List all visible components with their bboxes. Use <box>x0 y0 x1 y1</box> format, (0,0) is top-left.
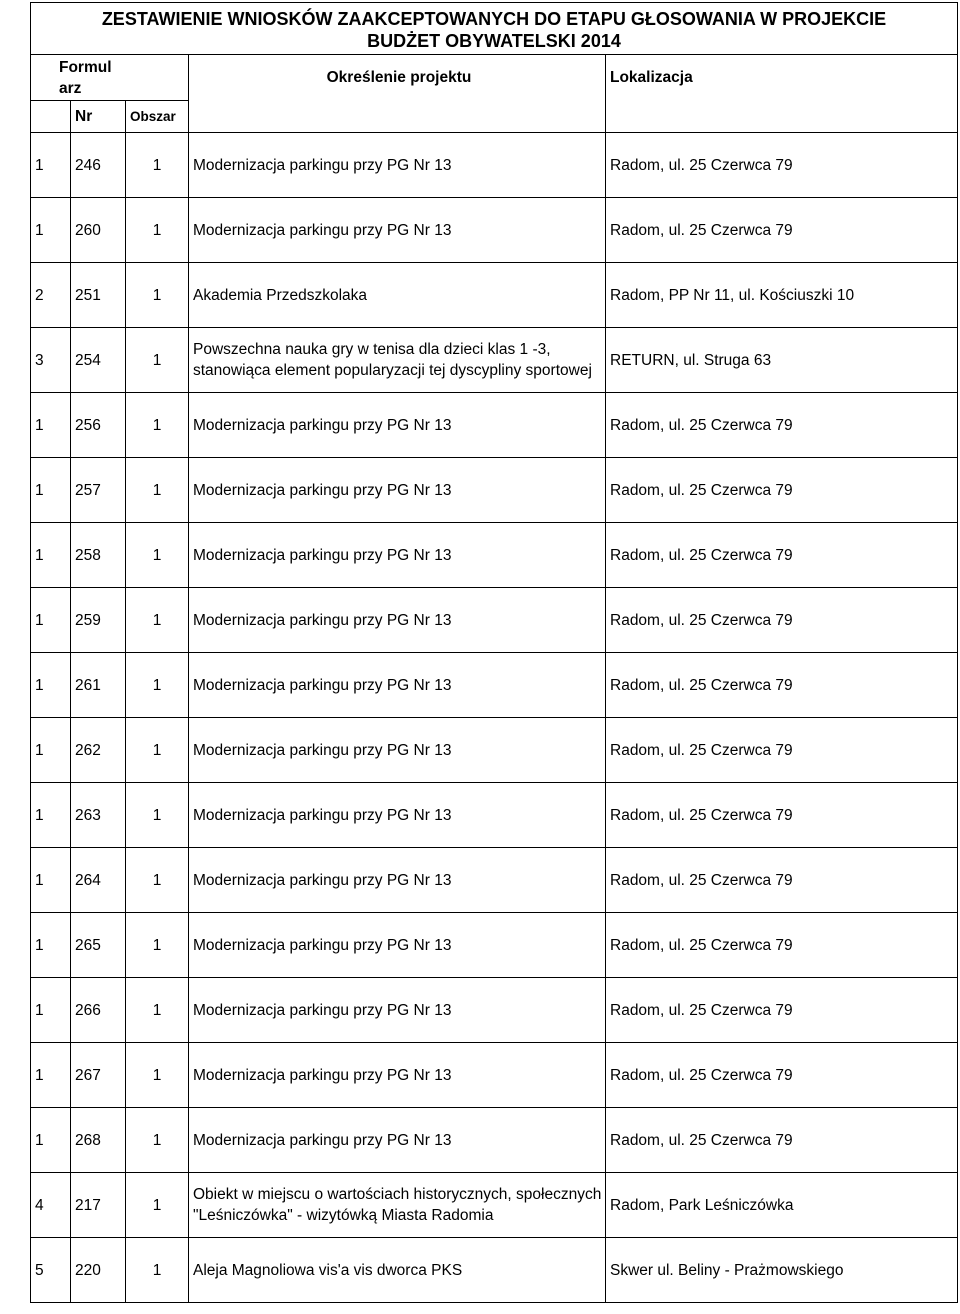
table-row <box>31 588 958 653</box>
cell-form: 1 <box>126 913 189 978</box>
header-formularz-line2: arz <box>59 79 82 97</box>
cell-projekt: Modernizacja parkingu przy PG Nr 13 <box>189 1108 606 1173</box>
cell-nr: 261 <box>71 653 126 718</box>
cell-nr: 266 <box>71 978 126 1043</box>
cell-form: 1 <box>126 1108 189 1173</box>
table-row <box>31 653 958 718</box>
table-row <box>31 848 958 913</box>
cell-obszar: 1 <box>31 1108 71 1173</box>
cell-projekt: Modernizacja parkingu przy PG Nr 13 <box>189 978 606 1043</box>
cell-form: 1 <box>126 978 189 1043</box>
cell-nr: 260 <box>71 198 126 263</box>
cell-form: 1 <box>126 1043 189 1108</box>
cell-projekt: Powszechna nauka gry w tenisa dla dzieci klas 1 -3, stanowiąca element popularyzacji tej dyscypliny sportowej <box>189 328 606 393</box>
cell-obszar: 1 <box>31 783 71 848</box>
cell-form: 1 <box>126 848 189 913</box>
cell-form: 1 <box>126 588 189 653</box>
cell-projekt: Modernizacja parkingu przy PG Nr 13 <box>189 783 606 848</box>
table-row <box>31 978 958 1043</box>
cell-form: 1 <box>126 263 189 328</box>
table-row <box>31 1108 958 1173</box>
cell-obszar: 1 <box>31 133 71 198</box>
cell-nr: 259 <box>71 588 126 653</box>
cell-projekt: Obiekt w miejscu o wartościach historycznych, społecznych "Leśniczówka" - wizytówką Miasta Radomia <box>189 1173 606 1238</box>
cell-lokalizacja: Radom, ul. 25 Czerwca 79 <box>606 523 958 588</box>
cell-lokalizacja: Radom, ul. 25 Czerwca 79 <box>606 978 958 1043</box>
cell-lokalizacja: Radom, ul. 25 Czerwca 79 <box>606 783 958 848</box>
cell-lokalizacja: Radom, ul. 25 Czerwca 79 <box>606 198 958 263</box>
cell-obszar: 1 <box>31 913 71 978</box>
cell-projekt: Modernizacja parkingu przy PG Nr 13 <box>189 393 606 458</box>
cell-form: 1 <box>126 1238 189 1303</box>
table-row <box>31 1043 958 1108</box>
cell-form: 1 <box>126 198 189 263</box>
cell-nr: 256 <box>71 393 126 458</box>
header-formularz <box>31 55 189 101</box>
cell-projekt: Akademia Przedszkolaka <box>189 263 606 328</box>
cell-projekt: Modernizacja parkingu przy PG Nr 13 <box>189 458 606 523</box>
cell-lokalizacja: Skwer ul. Beliny - Prażmowskiego <box>606 1238 958 1303</box>
cell-projekt: Modernizacja parkingu przy PG Nr 13 <box>189 588 606 653</box>
cell-nr: 262 <box>71 718 126 783</box>
cell-lokalizacja: Radom, ul. 25 Czerwca 79 <box>606 588 958 653</box>
cell-obszar: 3 <box>31 328 71 393</box>
cell-lokalizacja: RETURN, ul. Struga 63 <box>606 328 958 393</box>
title-row <box>31 3 958 55</box>
cell-lokalizacja: Radom, ul. 25 Czerwca 79 <box>606 133 958 198</box>
header-row-1 <box>31 55 958 101</box>
table-row <box>31 458 958 523</box>
cell-nr: 268 <box>71 1108 126 1173</box>
cell-form: 1 <box>126 523 189 588</box>
cell-obszar: 1 <box>31 1043 71 1108</box>
header-lokalizacja: Lokalizacja <box>606 55 958 133</box>
table-row <box>31 263 958 328</box>
table-row <box>31 718 958 783</box>
cell-lokalizacja: Radom, ul. 25 Czerwca 79 <box>606 458 958 523</box>
cell-nr: 258 <box>71 523 126 588</box>
cell-obszar: 5 <box>31 1238 71 1303</box>
cell-obszar: 1 <box>31 198 71 263</box>
cell-nr: 251 <box>71 263 126 328</box>
title-line-2: BUDŻET OBYWATELSKI 2014 <box>367 30 621 51</box>
cell-obszar: 1 <box>31 523 71 588</box>
document-title <box>31 3 958 55</box>
cell-nr: 267 <box>71 1043 126 1108</box>
cell-lokalizacja: Radom, ul. 25 Czerwca 79 <box>606 1108 958 1173</box>
cell-lokalizacja: Radom, ul. 25 Czerwca 79 <box>606 718 958 783</box>
cell-nr: 265 <box>71 913 126 978</box>
cell-lokalizacja: Radom, ul. 25 Czerwca 79 <box>606 1043 958 1108</box>
cell-form: 1 <box>126 133 189 198</box>
cell-projekt: Modernizacja parkingu przy PG Nr 13 <box>189 718 606 783</box>
cell-projekt: Modernizacja parkingu przy PG Nr 13 <box>189 653 606 718</box>
cell-lokalizacja: Radom, Park Leśniczówka <box>606 1173 958 1238</box>
cell-lokalizacja: Radom, ul. 25 Czerwca 79 <box>606 848 958 913</box>
cell-projekt: Modernizacja parkingu przy PG Nr 13 <box>189 913 606 978</box>
header-obszar: Obszar <box>126 101 189 133</box>
cell-projekt: Modernizacja parkingu przy PG Nr 13 <box>189 198 606 263</box>
cell-obszar: 1 <box>31 458 71 523</box>
title-line-1: ZESTAWIENIE WNIOSKÓW ZAAKCEPTOWANYCH DO ETAPU GŁOSOWANIA W PROJEKCIE <box>101 8 887 29</box>
table-row <box>31 198 958 263</box>
cell-lokalizacja: Radom, ul. 25 Czerwca 79 <box>606 653 958 718</box>
cell-obszar: 4 <box>31 1173 71 1238</box>
cell-obszar: 1 <box>31 718 71 783</box>
table-row <box>31 1238 958 1303</box>
cell-projekt: Aleja Magnoliowa vis'a vis dworca PKS <box>189 1238 606 1303</box>
cell-projekt: Modernizacja parkingu przy PG Nr 13 <box>189 848 606 913</box>
cell-form: 1 <box>126 328 189 393</box>
projects-table <box>30 2 958 1303</box>
cell-nr: 246 <box>71 133 126 198</box>
cell-form: 1 <box>126 1173 189 1238</box>
cell-obszar: 1 <box>31 588 71 653</box>
cell-form: 1 <box>126 653 189 718</box>
cell-nr: 264 <box>71 848 126 913</box>
table-row <box>31 523 958 588</box>
cell-obszar: 2 <box>31 263 71 328</box>
header-formularz-line1: Formul <box>59 58 112 76</box>
cell-obszar: 1 <box>31 393 71 458</box>
cell-nr: 254 <box>71 328 126 393</box>
table-row <box>31 133 958 198</box>
cell-projekt: Modernizacja parkingu przy PG Nr 13 <box>189 523 606 588</box>
table-row <box>31 1173 958 1238</box>
cell-form: 1 <box>126 783 189 848</box>
cell-nr: 217 <box>71 1173 126 1238</box>
header-obszar-blank <box>31 101 71 133</box>
header-okreslenie: Określenie projektu <box>189 55 606 133</box>
table-row <box>31 783 958 848</box>
table-row <box>31 913 958 978</box>
cell-obszar: 1 <box>31 653 71 718</box>
header-nr: Nr <box>71 101 126 133</box>
cell-nr: 263 <box>71 783 126 848</box>
cell-obszar: 1 <box>31 848 71 913</box>
cell-obszar: 1 <box>31 978 71 1043</box>
cell-nr: 220 <box>71 1238 126 1303</box>
cell-lokalizacja: Radom, ul. 25 Czerwca 79 <box>606 393 958 458</box>
cell-form: 1 <box>126 393 189 458</box>
cell-lokalizacja: Radom, ul. 25 Czerwca 79 <box>606 913 958 978</box>
table-row <box>31 328 958 393</box>
cell-form: 1 <box>126 458 189 523</box>
cell-lokalizacja: Radom, PP Nr 11, ul. Kościuszki 10 <box>606 263 958 328</box>
cell-projekt: Modernizacja parkingu przy PG Nr 13 <box>189 1043 606 1108</box>
table-row <box>31 393 958 458</box>
cell-projekt: Modernizacja parkingu przy PG Nr 13 <box>189 133 606 198</box>
cell-nr: 257 <box>71 458 126 523</box>
cell-form: 1 <box>126 718 189 783</box>
